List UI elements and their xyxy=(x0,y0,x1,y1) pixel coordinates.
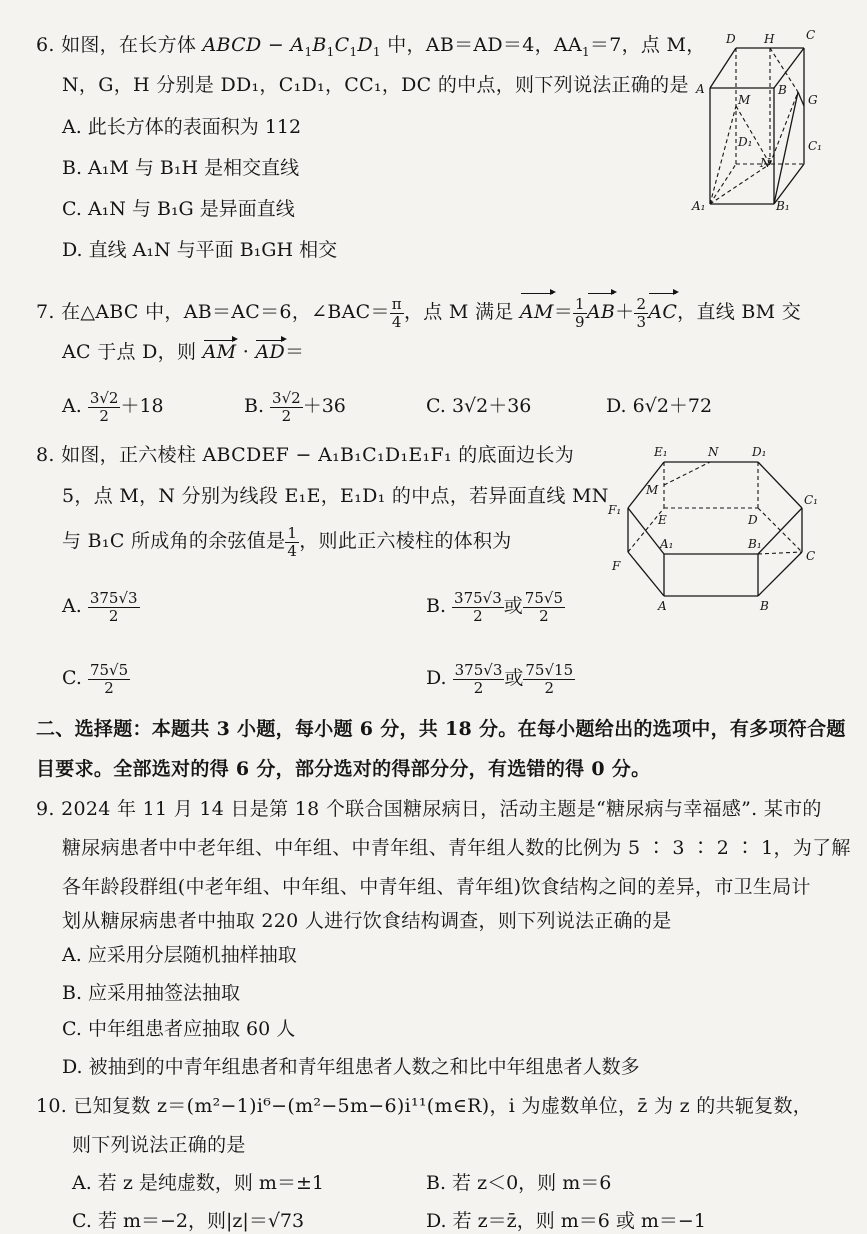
q6-stem-line1: 6. 如图，在长方体 ABCD − $A_1B_1C_1D_1$ 中，AB＝AD＝4，$AA_1=7$，点 M， xyxy=(36,34,706,59)
label-A1: A₁ xyxy=(692,199,706,213)
q8-stem-line1: 8. 如图，正六棱柱 ABCDEF − A₁B₁C₁D₁E₁F₁ 的底面边长为 xyxy=(36,444,575,466)
label-D: D xyxy=(748,513,758,527)
q7-stem-line1: 7. 在△ABC 中，AB＝AC＝6，∠BAC＝ $\frac{\pi}{4}$ ，点 M 满足 AM＝ $\frac{1}{9}$ AB＋ $\frac{2}{3}$ AC，直线 BM 交 xyxy=(36,292,801,332)
label-C1: C₁ xyxy=(808,139,822,153)
label-C: C xyxy=(806,549,816,563)
label-D1: D₁ xyxy=(738,135,753,149)
q10-option-c: C. 若 m＝−2，则|z|＝√73 xyxy=(72,1210,305,1232)
q7-option-b: B. $\frac{3√2}{2}$ ＋36 xyxy=(244,388,346,425)
label-F1: F₁ xyxy=(608,503,622,517)
section2-heading-line1: 二、选择题：本题共 3 小题，每小题 6 分，共 18 分。在每小题给出的选项中，有多项符合题 xyxy=(36,718,846,740)
q8-option-d: D. $\frac{375√3}{2}$ 或 $\frac{75√15}{2}$ xyxy=(426,660,574,697)
q10-option-d: D. 若 z＝z̄，则 m＝6 或 m＝−1 xyxy=(426,1210,706,1232)
q8-hexagonal-prism-figure xyxy=(606,440,828,618)
label-B: B xyxy=(760,599,769,613)
q10-stem-line1: 10. 已知复数 z＝(m²−1)i⁶−(m²−5m−6)i¹¹(m∈R)，i 为虚数单位，z̄ 为 z 的共轭复数， xyxy=(36,1095,813,1117)
q7-option-c: C. 3√2＋36 xyxy=(426,395,532,417)
q9-option-b: B. 应采用抽签法抽取 xyxy=(62,982,241,1004)
label-C: C xyxy=(806,28,816,42)
q9-stem-line3: 各年龄段群组(中老年组、中年组、中青年组、青年组)饮食结构之间的差异，市卫生局计 xyxy=(62,876,811,898)
label-B: B xyxy=(778,83,787,97)
q8-option-c: C. $\frac{75√5}{2}$ xyxy=(62,660,129,697)
q9-option-d: D. 被抽到的中青年组患者和青年组患者人数之和比中年组患者人数多 xyxy=(62,1056,640,1078)
q6-cuboid-figure xyxy=(682,22,832,222)
label-A1: A₁ xyxy=(660,537,674,551)
label-H: H xyxy=(764,32,775,46)
label-B1: B₁ xyxy=(748,537,762,551)
q8-stem-line3: 与 B₁C 所成角的余弦值是 $\frac{1}{4}$ ，则此正六棱柱的体积为 xyxy=(62,523,512,560)
q6-stem-line2: N，G，H 分别是 DD₁，C₁D₁，CC₁，DC 的中点，则下列说法正确的是 xyxy=(62,74,689,96)
q9-stem-line4: 划从糖尿病患者中抽取 220 人进行饮食结构调查，则下列说法正确的是 xyxy=(62,910,672,932)
q7-option-a: A. $\frac{3√2}{2}$ ＋18 xyxy=(62,388,164,425)
label-N: N xyxy=(760,156,771,170)
q9-stem-line2: 糖尿病患者中中老年组、中年组、中青年组、青年组人数的比例为 5 ∶ 3 ∶ 2 ∶ 1，为了解 xyxy=(62,837,851,859)
q9-option-c: C. 中年组患者应抽取 60 人 xyxy=(62,1018,296,1040)
q8-stem-line2: 5，点 M，N 分别为线段 E₁E，E₁D₁ 的中点，若异面直线 MN xyxy=(62,485,609,507)
label-F: F xyxy=(612,559,621,573)
label-G: G xyxy=(808,93,818,107)
label-E1: E₁ xyxy=(654,445,668,459)
label-N: N xyxy=(708,445,719,459)
label-D: D xyxy=(726,32,736,46)
label-B1: B₁ xyxy=(776,199,790,213)
q10-stem-line2: 则下列说法正确的是 xyxy=(72,1134,246,1156)
q8-option-b: B. $\frac{375√3}{2}$ 或 $\frac{75√5}{2}$ xyxy=(426,588,563,625)
q6-option-d: D. 直线 A₁N 与平面 B₁GH 相交 xyxy=(62,239,338,261)
q9-option-a: A. 应采用分层随机抽样抽取 xyxy=(62,944,297,966)
q6-option-b: B. A₁M 与 B₁H 是相交直线 xyxy=(62,157,300,179)
q10-option-a: A. 若 z 是纯虚数，则 m＝±1 xyxy=(72,1172,324,1194)
section2-heading-line2: 目要求。全部选对的得 6 分，部分选对的得部分分，有选错的得 0 分。 xyxy=(36,758,651,780)
label-D1: D₁ xyxy=(752,445,767,459)
q6-option-a: A. 此长方体的表面积为 112 xyxy=(62,116,302,138)
label-A: A xyxy=(696,82,705,96)
label-A: A xyxy=(658,599,667,613)
q10-option-b: B. 若 z＜0，则 m＝6 xyxy=(426,1172,612,1194)
label-C1: C₁ xyxy=(804,493,818,507)
label-M: M xyxy=(646,483,659,497)
q7-stem-line2: AC 于点 D，则 AM · AD＝ xyxy=(62,341,305,363)
q6-option-c: C. A₁N 与 B₁G 是异面直线 xyxy=(62,198,295,220)
q9-stem-line1: 9. 2024 年 11 月 14 日是第 18 个联合国糖尿病日，活动主题是“糖尿病与幸福感”. 某市的 xyxy=(36,798,822,820)
label-E: E xyxy=(658,513,667,527)
q7-option-d: D. 6√2＋72 xyxy=(606,395,713,417)
q8-option-a: A. $\frac{375√3}{2}$ xyxy=(62,588,138,625)
label-M: M xyxy=(738,93,751,107)
